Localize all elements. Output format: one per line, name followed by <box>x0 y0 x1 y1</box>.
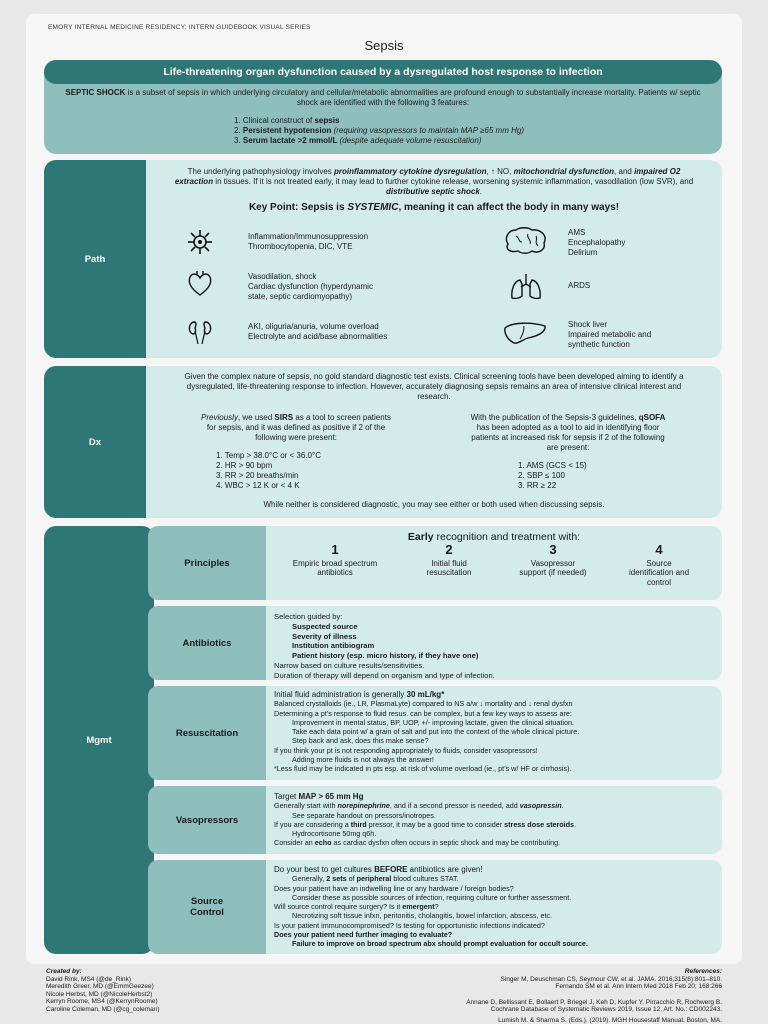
path-section-label: Path <box>44 160 146 358</box>
brain-icon <box>502 226 550 258</box>
principle-step: 1 Empiric broad spectrum antibiotics <box>292 542 378 577</box>
key-point: Key Point: Sepsis is SYSTEMIC, meaning it can affect the body in many ways! <box>248 202 620 213</box>
abx-bullet: Severity of illness <box>292 631 357 641</box>
source-control-tab: Source Control <box>148 860 266 954</box>
principle-step: 2 Initial fluid resuscitation <box>426 542 472 577</box>
qsofa-item: 1. AMS (GCS < 15) <box>518 461 587 470</box>
sirs-criteria: Previously, we used SIRS as a tool to screen patients for sepsis, and it was defined as positive if 2 of the following were present: 1. Temp > 38.0°C or < 36.0°C 2. HR > 90 bpm 3. RR > 20 breaths/min 4. WBC > 12 K or < 4 K <box>198 413 394 491</box>
resuscitation-tab: Resuscitation <box>148 686 266 780</box>
principles-tab: Principles <box>148 526 266 600</box>
dx-intro: Given the complex nature of sepsis, no gold standard diagnostic test exists. Clinical screening tools have been developed aiming to identify a dysregulated, life-threatening response to infection. However, accurately diagnosing sepsis remains an area of intensive clinical interest and research. <box>184 372 684 401</box>
sirs-item: 2. HR > 90 bpm <box>216 461 273 470</box>
authors: Created by: David Rink, MS4 (@de_Rink) Meredith Greer, MD (@EmmGeezee) Nicole Herbst, MD (@NicoleHerbst2) Kerryn Roome, MS4 (@KerrynRoome) Caroline Coleman, MD (@cg_coleman) <box>46 968 160 1013</box>
feature-item: 1. Clinical construct of sepsis <box>234 116 340 125</box>
blood-effects: Inflammation/Immunosuppression Thrombocytopenia, DIC, VTE <box>248 232 369 251</box>
heart-icon <box>186 270 214 298</box>
vasopressors-body: Target MAP > 65 mm Hg Generally start with norepinephrine, and if a second pressor is needed, add vasopressin. See separate handout on pressors/inotropes. If you are considering a third pressor, it may be a good time to consider stress dose steroids. Hydrocortisone 50mg q6h. Consider an echo as cardiac dysfxn often occurs in septic shock and may be contributing. <box>266 786 722 854</box>
virus-icon <box>186 228 214 256</box>
liver-icon <box>502 320 548 346</box>
kidney-effects: AKI, oliguria/anuria, volume overload Electrolyte and acid/base abnormalities <box>248 322 388 341</box>
definition-banner: Life-threatening organ dysfunction caused by a dysregulated host response to infection <box>44 60 722 84</box>
vasopressors-tab: Vasopressors <box>148 786 266 854</box>
feature-item: 2. Persistent hypotension (requiring vasopressors to maintain MAP ≥65 mm Hg) <box>234 126 524 135</box>
page-title: Sepsis <box>364 38 404 53</box>
kidneys-icon <box>186 318 214 346</box>
resuscitation-body: Initial fluid administration is generally 30 mL/kg* Balanced crystalloids (ie., LR, PlasmaLyte) compared to NS a/w ↓ mortality and ↓ renal dysfxn Determining a pt’s response to fluid resus. can be complex, but a few key ways to assess are: Improvement in mental status, BP, UOP, +/- improving lactate, given the clinical situation. Take each data point w/ a grain of salt and put into the context of the whole clinical picture. Step back and ask, does this make sense? If you think your pt is not responding appropriately to fluids, consider vasopressors! Adding more fluids is not always the answer! *Less fluid may be indicated in pts esp. at risk of volume overload (ie., pt’s w/ HF or cirrhosis). <box>266 686 722 780</box>
antibiotics-tab: Antibiotics <box>148 606 266 680</box>
principle-step: 3 Vasopressor support (if needed) <box>519 542 587 577</box>
sirs-item: 4. WBC > 12 K or < 4 K <box>216 481 300 490</box>
liver-effects: Shock liver Impaired metabolic and synthetic function <box>568 320 652 349</box>
abx-bullet: Institution antibiogram <box>292 641 375 651</box>
lung-effects: ARDS <box>568 281 591 290</box>
principle-step: 4 Source identification and control <box>628 542 690 587</box>
septic-shock-features <box>234 116 702 146</box>
septic-shock-definition: SEPTIC SHOCK is a subset of sepsis in which underlying circulatory and cellular/metabolic abnormalities are profound enough to substantially increase mortality. Patients w/ septic shock are identified with the following 3 features: 1. Clinical construct of sepsis 2. Persistent hypotension (requiring vasopressors to maintain MAP ≥65 mm Hg) 3. Serum lactate >2 mmol/L (despite adequate volume resuscitation) <box>44 74 722 154</box>
lungs-icon <box>508 272 544 302</box>
mgmt-section-label: Mgmt <box>44 526 154 954</box>
series-header: EMORY INTERNAL MEDICINE RESIDENCY: INTERN GUIDEBOOK VISUAL SERIES <box>48 24 311 31</box>
sirs-item: 3. RR > 20 breaths/min <box>216 471 299 480</box>
pathophysiology-text: The underlying pathophysiology involves proinflammatory cytokine dysregulation, ↑ NO, mitochondrial dysfunction, and impaired O2 extraction in tissues. If it is not treated early, it may lead to further cytokine release, worsening systemic inflammation, vasodilation (low SVR), and distributive septic shock. <box>174 167 694 196</box>
brain-effects: AMS Encephalopathy Delirium <box>568 228 626 257</box>
abx-bullet: Suspected source <box>292 621 358 631</box>
references: References: Singer M, Deuschman CS, Seymour CW, et al. JAMA. 2016;315(8):801–810. Fernando SM et al. Ann Intern Med 2018 Feb 20; 168:266 Annane D, Bellissant E, Bollaert P, Briegel J, Keh D, Kupfer Y, Pirracchio R, Rochwerg B. Cochrane Database of Systematic Reviews 2019, Issue 12. Art. No.: CD002243. Lumish M. & Sharma S. (Eds.). (2019). MGH Housestaff Manual. Boston, MA. <box>466 968 722 1024</box>
qsofa-item: 3. RR ≥ 22 <box>518 481 557 490</box>
abx-bullet: Patient history (esp. micro history, if they have one) <box>292 651 479 661</box>
feature-item: 3. Serum lactate >2 mmol/L (despite adequate volume resuscitation) <box>234 136 482 145</box>
heart-effects: Vasodilation, shock Cardiac dysfunction (hyperdynamic state, septic cardiomyopathy) <box>248 272 373 301</box>
principles-heading: Early recognition and treatment with: <box>407 531 581 543</box>
antibiotics-body: Selection guided by: Suspected source Severity of illness Institution antibiogram Patient history (esp. micro history, if they have one) Narrow based on culture results/sensitivities. Duration of therapy will depend on organism and type of infection. <box>266 606 722 680</box>
dx-closing: While neither is considered diagnostic, you may see either or both used when discussing sepsis. <box>263 500 605 509</box>
source-control-body: Do your best to get cultures BEFORE antibiotics are given! Generally, 2 sets of peripheral blood cultures STAT. Does your patient have an indwelling line or any hardware / foreign bodies? Consider these as possible sources of infection, requiring culture or further assessment. Will source control require surgery? Is it emergent? Necrotizing soft tissue infxn, peritonitis, cholangitis, bowel infarction, abscess, etc. Is your patient immunocompromised? Is testing for opportunistic infections indicated? Does your patient need further imaging to evaluate? Failure to improve on broad spectrum abx should prompt evaluation for occult source. <box>266 860 722 954</box>
qsofa-item: 2. SBP ≤ 100 <box>518 471 565 480</box>
sirs-item: 1. Temp > 38.0°C or < 36.0°C <box>216 451 321 460</box>
qsofa-criteria: With the publication of the Sepsis-3 guidelines, qSOFA has been adopted as a tool to aid in identifying floor patients at increased risk for sepsis if 2 of the following are present: 1. AMS (GCS < 15) 2. SBP ≤ 100 3. RR ≥ 22 <box>468 413 668 491</box>
dx-section-label: Dx <box>44 366 146 518</box>
